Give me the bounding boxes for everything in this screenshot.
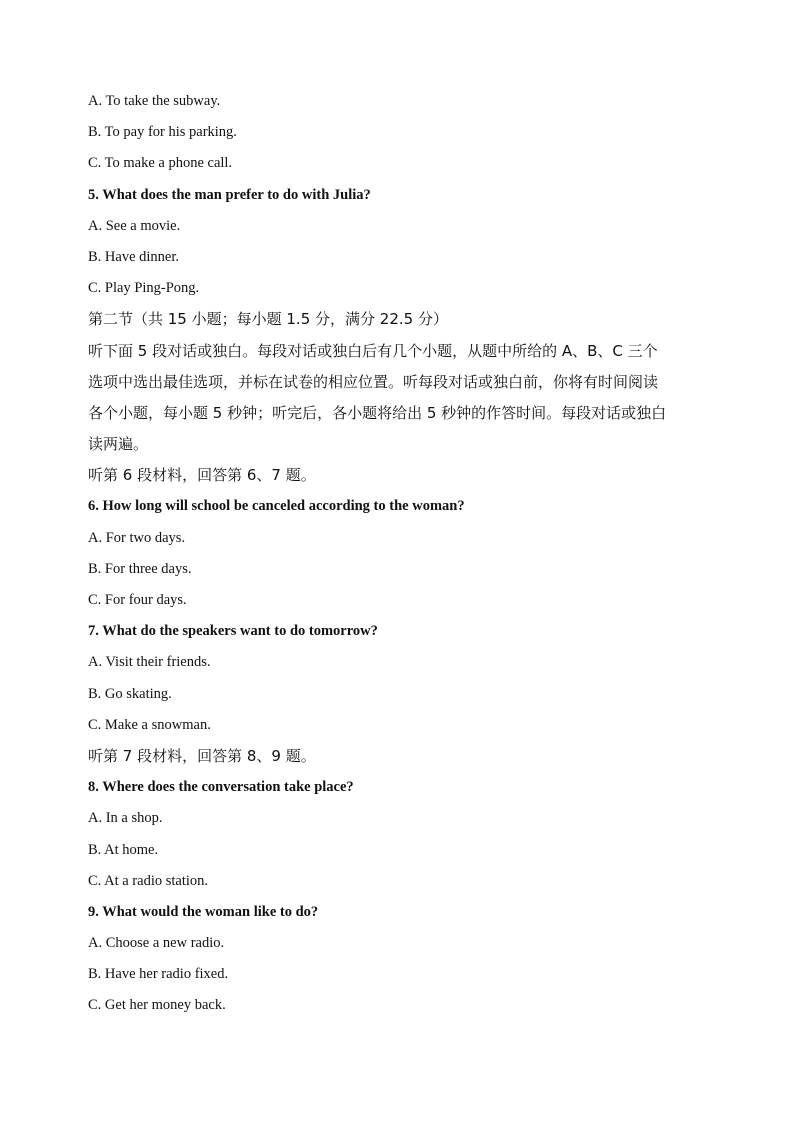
question-7: 7. What do the speakers want to do tomorrow? bbox=[88, 623, 378, 640]
option-4b: B. To pay for his parking. bbox=[88, 124, 237, 141]
option-7c: C. Make a snowman. bbox=[88, 716, 211, 733]
option-9b: B. Have her radio fixed. bbox=[88, 966, 229, 983]
option-8a: A. In a shop. bbox=[88, 810, 163, 827]
exam-page bbox=[88, 86, 708, 1022]
section-2-instruction-line-4: 读两遍。 bbox=[88, 435, 149, 454]
section-2-title: 第二节（共 15 小题；每小题 1.5 分，满分 22.5 分） bbox=[88, 310, 448, 329]
option-4c: C. To make a phone call. bbox=[88, 155, 233, 172]
option-5c: C. Play Ping-Pong. bbox=[88, 280, 200, 297]
section-2-instruction-line-2: 选项中选出最佳选项，并标在试卷的相应位置。听每段对话或独白前，你将有时间阅读 bbox=[88, 372, 659, 391]
option-7a: A. Visit their friends. bbox=[88, 654, 211, 671]
option-6c: C. For four days. bbox=[88, 592, 187, 608]
option-7b: B. Go skating. bbox=[88, 685, 172, 702]
section-2-instruction-line-1: 听下面 5 段对话或独白。每段对话或独白后有几个小题，从题中所给的 A、B、C 三个 bbox=[88, 341, 658, 360]
option-5a: A. See a movie. bbox=[88, 217, 181, 234]
material-7-lead: 听第 7 段材料，回答第 8、9 题。 bbox=[88, 746, 316, 765]
option-6a: A. For two days. bbox=[88, 529, 186, 546]
question-8: 8. Where does the conversation take place? bbox=[88, 779, 354, 796]
option-8b: B. At home. bbox=[88, 841, 159, 858]
question-5: 5. What does the man prefer to do with Julia? bbox=[88, 186, 371, 203]
option-8c: C. At a radio station. bbox=[88, 872, 209, 889]
option-5b: B. Have dinner. bbox=[88, 248, 180, 265]
question-9: 9. What would the woman like to do? bbox=[88, 903, 319, 920]
option-9c: C. Get her money back. bbox=[88, 997, 226, 1014]
section-2-instruction-line-3: 各个小题，每小题 5 秒钟；听完后，各小题将给出 5 秒钟的作答时间。每段对话或独白 bbox=[88, 403, 667, 422]
option-9a: A. Choose a new radio. bbox=[88, 935, 225, 952]
option-4a: A. To take the subway. bbox=[88, 93, 221, 109]
option-6b: B. For three days. bbox=[88, 560, 192, 577]
material-6-lead: 听第 6 段材料，回答第 6、7 题。 bbox=[88, 466, 316, 485]
question-6: 6. How long will school be canceled according to the woman? bbox=[88, 498, 465, 515]
